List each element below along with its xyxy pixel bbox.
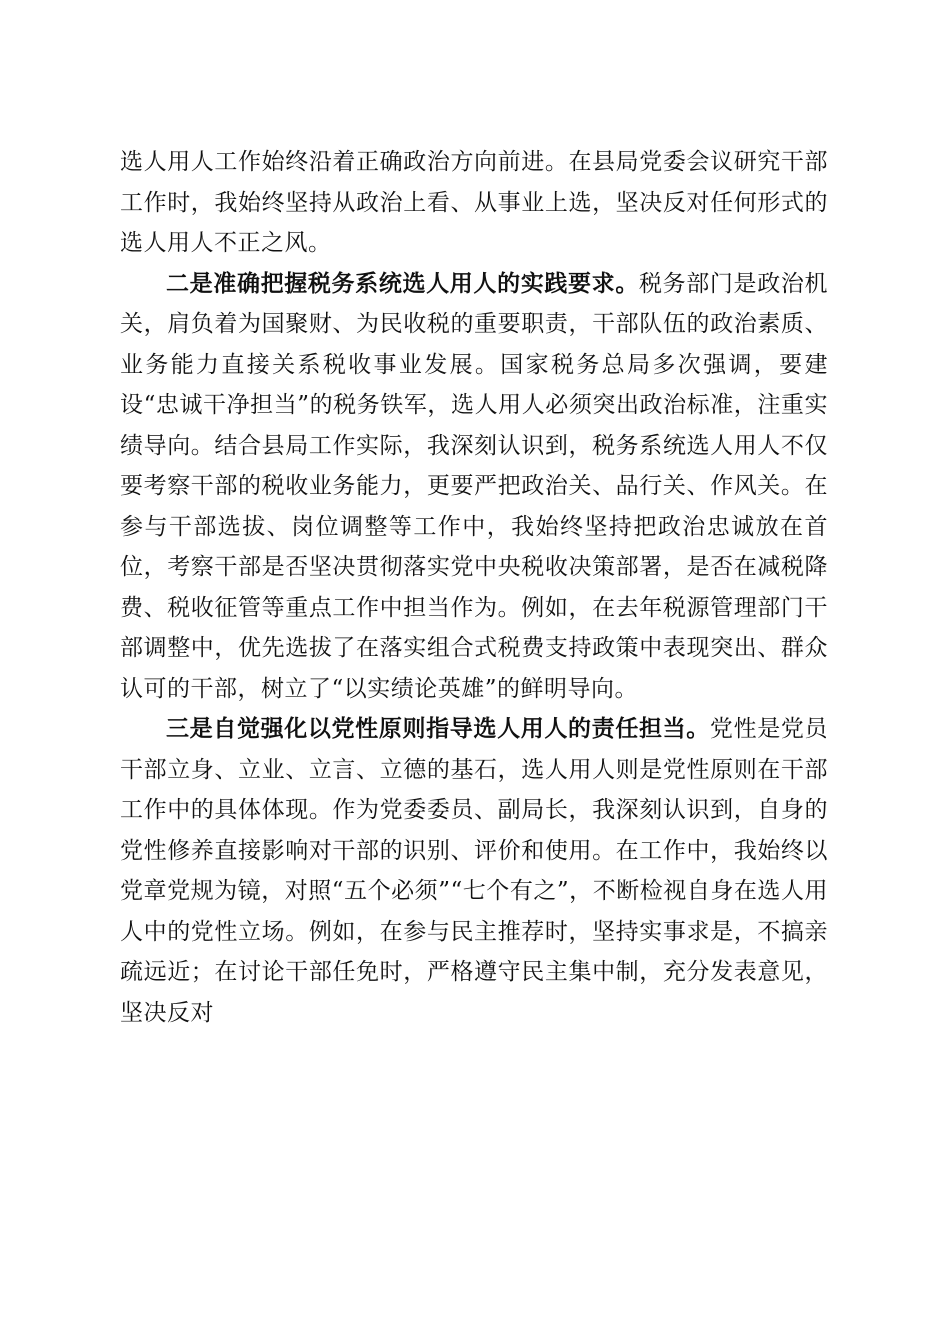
paragraph-3-text: 党性是党员干部立身、立业、立言、立德的基石，选人用人则是党性原则在干部工作中的具体体现。作为党委委员、副局长，我深刻认识到，自身的党性修养直接影响对干部的识别、评价和使用。在工作中，我始终以党章党规为镜，对照“五个必须”“七个有之”，不断检视自身在选人用人中的党性立场。例如，在参与民主推荐时，坚持实事求是，不搞亲疏远近；在讨论干部任免时，严格遵守民主集中制，充分发表意见，坚决反对 <box>120 716 829 1026</box>
paragraph-1 <box>120 142 828 264</box>
paragraph-2-lead: 二是准确把握税务系统选人用人的实践要求。 <box>166 269 639 297</box>
paragraph-2-text: 税务部门是政治机关，肩负着为国聚财、为民收税的重要职责，干部队伍的政治素质、业务能力直接关系税收事业发展。国家税务总局多次强调，要建设“忠诚干净担当”的税务铁军，选人用人必须突出政治标准，注重实绩导向。结合县局工作实际，我深刻认识到，税务系统选人用人不仅要考察干部的税收业务能力，更要严把政治关、品行关、作风关。在参与干部选拔、岗位调整等工作中，我始终坚持把政治忠诚放在首位，考察干部是否坚决贯彻落实党中央税收决策部署，是否在减税降费、税收征管等重点工作中担当作为。例如，在去年税源管理部门干部调整中，优先选拔了在落实组合式税费支持政策中表现突出、群众认可的干部，树立了“以实绩论英雄”的鲜明导向。 <box>120 270 829 702</box>
paragraph-2 <box>120 264 828 710</box>
body-text <box>120 142 828 1033</box>
paragraph-1-text: 选人用人工作始终沿着正确政治方向前进。在县局党委会议研究干部工作时，我始终坚持从政治上看、从事业上选，坚决反对任何形式的选人用人不正之风。 <box>120 149 828 256</box>
paragraph-3-lead: 三是自觉强化以党性原则指导选人用人的责任担当。 <box>166 715 710 742</box>
paragraph-3 <box>120 709 828 1033</box>
